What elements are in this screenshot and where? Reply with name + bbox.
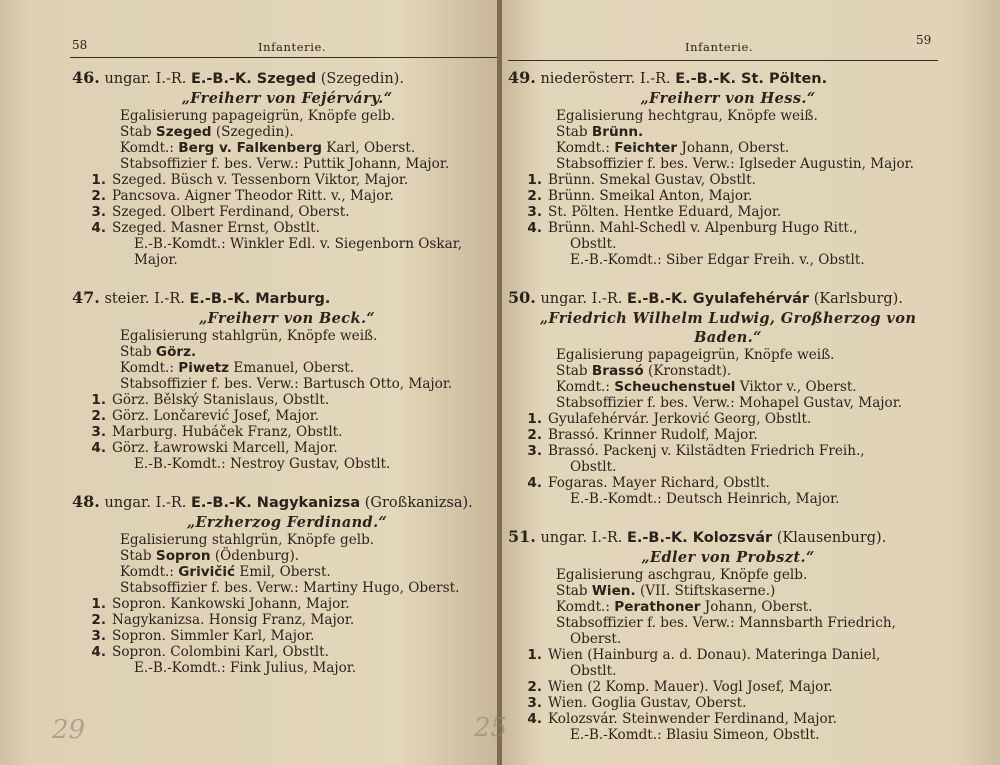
regiment-suffix: (Karlsburg). [813,291,903,307]
battalion-row [72,628,502,644]
battalion-number: 2. [527,679,542,695]
regiment-motto: „Freiherr von Beck.“ [198,310,376,327]
staff-officer: Stabsoffizier f. bes. Verw.: Bartusch Otto, Major. [120,376,453,392]
regiment-suffix: (Klausenburg). [776,530,887,546]
regiment-title [508,68,948,89]
battalion-row [72,392,502,408]
battalion-continued: Obstlt. [570,236,617,252]
battalion-number: 3. [91,628,106,644]
battalion-number: 1. [527,172,542,188]
stab-location: Wien. [591,583,636,599]
battalion-text: Wien. Goglia Gustav, Oberst. [548,695,747,711]
battalion-text: Wien (Hainburg a. d. Donau). Materinga Daniel, [548,647,881,663]
ebk-commander: E.-B.-Komdt.: Nestroy Gustav, Obstlt. [134,456,391,472]
battalion-number: 3. [527,443,542,459]
stab-line [508,124,948,140]
ebk-commander: E.-B.-Komdt.: Siber Edgar Freih. v., Obstlt. [570,252,865,268]
regiment-prefix: niederösterr. I.-R. [540,71,671,87]
stab-location: Sopron [155,548,211,564]
battalion-text: Fogaras. Mayer Richard, Obstlt. [548,475,770,491]
stab-line [508,583,948,599]
regiment-entry [508,288,948,507]
regiment-prefix: ungar. I.-R. [104,71,187,87]
battalion-row [508,679,948,695]
battalion-row [72,408,502,424]
commander-rank: Viktor v., Oberst. [739,379,857,395]
ebk-commander: E.-B.-Komdt.: Blasiu Simeon, Obstlt. [570,727,820,743]
commander-label: Komdt.: [120,360,174,376]
battalion-row [508,427,948,443]
stab-suffix: (Szegedin). [215,124,294,140]
battalion-row [508,411,948,427]
battalion-row [72,204,502,220]
battalion-row [508,443,948,459]
regiment-title [508,288,948,309]
battalion-row [508,711,948,727]
regiment-name: E.-B.-K. Szeged [191,71,317,87]
battalion-number: 4. [91,440,106,456]
commander-line [508,140,948,156]
regiment-number: 49. [508,68,536,87]
commander-name: Piwetz [178,360,230,376]
regiment-number: 50. [508,288,536,307]
stab-line [72,124,502,140]
battalion-text: St. Pölten. Hentke Eduard, Major. [548,204,782,220]
pencil-annotation: 29 [52,715,86,745]
commander-name: Scheuchenstuel [614,379,736,395]
battalion-number: 2. [91,188,106,204]
stab-location: Brassó [591,363,644,379]
regiment-list [508,68,948,763]
battalion-row [72,172,502,188]
battalion-row [72,612,502,628]
staff-officer: Stabsoffizier f. bes. Verw.: Mohapel Gustav, Major. [556,395,903,411]
battalion-number: 1. [91,596,106,612]
commander-rank: Johann, Oberst. [681,140,790,156]
regiment-name: E.-B.-K. Kolozsvár [627,530,773,546]
battalion-number: 4. [527,220,542,236]
battalion-text: Brassó. Krinner Rudolf, Major. [548,427,758,443]
staff-officer-continued: Oberst. [570,631,622,647]
page-number: 58 [72,38,88,52]
stab-label: Stab [120,124,152,140]
stab-suffix: (Kronstadt). [648,363,732,379]
stab-location: Brünn. [591,124,644,140]
battalion-text: Szeged. Olbert Ferdinand, Oberst. [112,204,350,220]
stab-label: Stab [556,124,588,140]
commander-label: Komdt.: [556,599,610,615]
battalion-number: 4. [527,475,542,491]
running-head: Infanterie. [685,40,754,54]
ebk-commander: E.-B.-Komdt.: Winkler Edl. v. Siegenborn Oskar, [134,236,463,252]
regiment-entry [72,68,502,268]
commander-line [72,564,502,580]
battalion-text: Görz. Lončarević Josef, Major. [112,408,320,424]
regiment-prefix: steier. I.-R. [104,291,185,307]
staff-officer: Stabsoffizier f. bes. Verw.: Martiny Hugo, Oberst. [120,580,460,596]
battalion-number: 1. [527,411,542,427]
battalion-row [508,220,948,236]
battalion-number: 2. [527,427,542,443]
page-header [0,34,498,54]
egalisierung: Egalisierung stahlgrün, Knöpfe weiß. [120,328,378,344]
ebk-commander: E.-B.-Komdt.: Fink Julius, Major. [134,660,357,676]
battalion-text: Marburg. Hubáček Franz, Obstlt. [112,424,343,440]
regiment-suffix: (Großkanizsa). [364,495,473,511]
regiment-entry [508,527,948,743]
stab-label: Stab [556,363,588,379]
commander-rank: Johann, Oberst. [704,599,813,615]
commander-rank: Karl, Oberst. [326,140,416,156]
staff-officer: Stabsoffizier f. bes. Verw.: Iglseder Augustin, Major. [556,156,914,172]
regiment-title [508,527,948,548]
commander-line [72,360,502,376]
regiment-name: E.-B.-K. Gyulafehérvár [627,291,810,307]
stab-line [508,363,948,379]
commander-label: Komdt.: [556,379,610,395]
stab-label: Stab [120,548,152,564]
regiment-motto: „Friedrich Wilhelm Ludwig, Großherzog von [539,310,917,327]
regiment-number: 51. [508,527,536,546]
battalion-text: Gyulafehérvár. Jerković Georg, Obstlt. [548,411,812,427]
commander-label: Komdt.: [120,140,174,156]
regiment-motto-continued: Baden.“ [694,329,762,346]
pencil-annotation: 25 [474,713,508,743]
stab-line [72,548,502,564]
regiment-number: 48. [72,492,100,511]
battalion-text: Nagykanizsa. Honsig Franz, Major. [112,612,355,628]
battalion-row [508,188,948,204]
regiment-number: 47. [72,288,100,307]
commander-name: Berg v. Falkenberg [178,140,322,156]
battalion-row [72,220,502,236]
battalion-row [508,204,948,220]
commander-line [508,379,948,395]
stab-label: Stab [120,344,152,360]
battalion-number: 3. [527,695,542,711]
stab-location: Szeged [155,124,212,140]
regiment-entry [72,288,502,472]
staff-officer: Stabsoffizier f. bes. Verw.: Mannsbarth Friedrich, [556,615,896,631]
running-head: Infanterie. [258,40,327,54]
battalion-text: Wien (2 Komp. Mauer). Vogl Josef, Major. [548,679,833,695]
regiment-entry [508,68,948,268]
battalion-number: 1. [527,647,542,663]
battalion-text: Brünn. Smekal Gustav, Obstlt. [548,172,756,188]
page-number: 59 [916,33,932,47]
left-page [0,0,498,765]
battalion-text: Sopron. Colombini Karl, Obstlt. [112,644,329,660]
regiment-suffix: (Szegedin). [320,71,404,87]
battalion-number: 2. [91,408,106,424]
egalisierung: Egalisierung papageigrün, Knöpfe weiß. [556,347,835,363]
battalion-continued: Obstlt. [570,459,617,475]
regiment-entry [72,492,502,676]
regiment-title [72,288,502,309]
regiment-motto: „Freiherr von Fejérváry.“ [181,90,393,107]
battalion-number: 3. [527,204,542,220]
commander-rank: Emanuel, Oberst. [233,360,355,376]
battalion-row [72,188,502,204]
commander-name: Feichter [614,140,678,156]
battalion-continued: Obstlt. [570,663,617,679]
battalion-row [508,172,948,188]
battalion-number: 3. [91,424,106,440]
staff-officer: Stabsoffizier f. bes. Verw.: Puttik Johann, Major. [120,156,450,172]
battalion-number: 2. [91,612,106,628]
battalion-text: Kolozsvár. Steinwender Ferdinand, Major. [548,711,837,727]
stab-suffix: (VII. Stiftskaserne.) [639,583,776,599]
battalion-text: Brünn. Mahl-Schedl v. Alpenburg Hugo Ritt., [548,220,858,236]
battalion-number: 1. [91,392,106,408]
regiment-motto: „Freiherr von Hess.“ [640,90,816,107]
commander-label: Komdt.: [556,140,610,156]
page-header [502,34,1000,54]
battalion-row [72,424,502,440]
regiment-prefix: ungar. I.-R. [540,291,623,307]
regiment-prefix: ungar. I.-R. [104,495,187,511]
header-rule [508,60,938,61]
ebk-commander: E.-B.-Komdt.: Deutsch Heinrich, Major. [570,491,840,507]
battalion-row [508,647,948,663]
commander-name: Grivičić [178,564,236,580]
battalion-text: Brassó. Packenj v. Kilstädten Friedrich Freih., [548,443,865,459]
battalion-number: 4. [91,220,106,236]
header-rule [70,57,498,58]
battalion-row [72,440,502,456]
battalion-number: 1. [91,172,106,188]
battalion-row [508,695,948,711]
battalion-text: Pancsova. Aigner Theodor Ritt. v., Major. [112,188,394,204]
regiment-title [72,492,502,513]
regiment-number: 46. [72,68,100,87]
battalion-row [72,644,502,660]
commander-line [72,140,502,156]
regiment-motto: „Edler von Probszt.“ [641,549,815,566]
regiment-name: E.-B.-K. St. Pölten. [675,71,828,87]
stab-location: Görz. [155,344,197,360]
battalion-text: Sopron. Simmler Karl, Major. [112,628,315,644]
egalisierung: Egalisierung papageigrün, Knöpfe gelb. [120,108,396,124]
regiment-name: E.-B.-K. Marburg. [189,291,331,307]
commander-name: Perathoner [614,599,701,615]
egalisierung: Egalisierung aschgrau, Knöpfe gelb. [556,567,808,583]
battalion-text: Brünn. Smeikal Anton, Major. [548,188,753,204]
battalion-text: Szeged. Büsch v. Tessenborn Viktor, Major. [112,172,409,188]
battalion-text: Szeged. Masner Ernst, Obstlt. [112,220,320,236]
battalion-number: 4. [91,644,106,660]
right-page [474,0,1000,765]
egalisierung: Egalisierung hechtgrau, Knöpfe weiß. [556,108,818,124]
battalion-text: Sopron. Kankowski Johann, Major. [112,596,350,612]
battalion-row [508,475,948,491]
regiment-motto: „Erzherzog Ferdinand.“ [186,514,388,531]
regiment-title [72,68,502,89]
commander-rank: Emil, Oberst. [239,564,331,580]
battalion-row [72,596,502,612]
regiment-prefix: ungar. I.-R. [540,530,623,546]
stab-label: Stab [556,583,588,599]
battalion-number: 4. [527,711,542,727]
battalion-text: Görz. Ławrowski Marcell, Major. [112,440,338,456]
battalion-number: 2. [527,188,542,204]
stab-line [72,344,502,360]
ebk-commander-continued: Major. [134,252,178,268]
regiment-name: E.-B.-K. Nagykanizsa [191,495,361,511]
egalisierung: Egalisierung stahlgrün, Knöpfe gelb. [120,532,375,548]
battalion-text: Görz. Bělský Stanislaus, Obstlt. [112,392,330,408]
stab-suffix: (Ödenburg). [214,548,300,564]
regiment-list [72,68,502,696]
commander-line [508,599,948,615]
battalion-number: 3. [91,204,106,220]
commander-label: Komdt.: [120,564,174,580]
